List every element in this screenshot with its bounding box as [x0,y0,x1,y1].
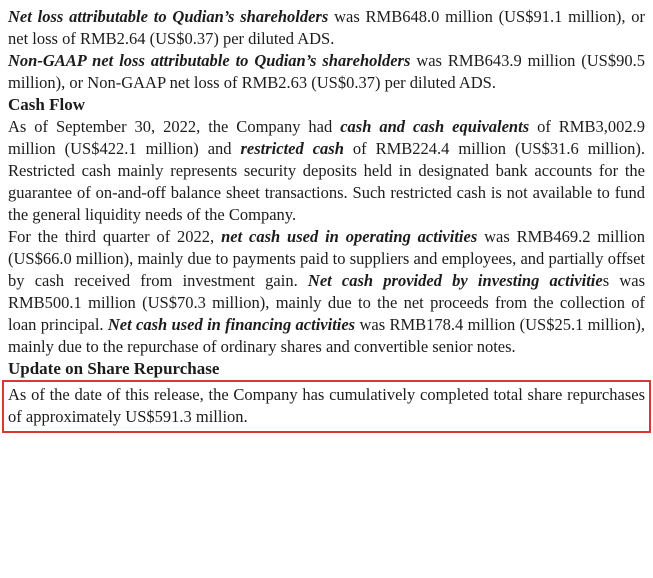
paragraph-cash-position [8,116,645,226]
term-net-cash-financing: Net cash used in financing activities [107,315,356,334]
term-net-cash-investing: Net cash provided by investing activitie [307,271,603,290]
text-run: was RMB648.0 million (US$91.1 million), or net loss of RMB2.64 (US$0.37) per diluted ADS. [8,7,645,48]
text-run: of RMB3,002.9 million (US$422.1 million) and [8,117,645,158]
heading-cash-flow: Cash Flow [8,95,85,114]
highlight-box-share-repurchase [2,380,651,433]
heading-update-on-share-repurchase: Update on Share Repurchase [8,359,220,378]
text-run: s was RMB500.1 million (US$70.3 million), mainly due to the net proceeds from the collection of loan principal. [8,271,645,334]
text-run: was RMB469.2 million (US$66.0 million), mainly due to payments paid to suppliers and employees, and partially offset by cash received from investment gain. [8,227,645,290]
term-cash-and-cash-equivalents: cash and cash equivalents [340,117,530,136]
text-run: As of the date of this release, the Company has cumulatively completed total share repurchases of approximately US$591.3 million. [8,385,645,426]
term-non-gaap-net-loss: Non-GAAP net loss attributable to Qudian’s shareholders [8,51,411,70]
term-restricted-cash: restricted cash [240,139,344,158]
paragraph-non-gaap-net-loss [8,50,645,94]
term-net-cash-operating: net cash used in operating activities [221,227,478,246]
paragraph-net-loss [8,6,645,50]
text-run: was RMB643.9 million (US$90.5 million), or Non-GAAP net loss of RMB2.63 (US$0.37) per diluted ADS. [8,51,645,92]
text-run: As of September 30, 2022, the Company had [8,117,341,136]
text-run: was RMB178.4 million (US$25.1 million), mainly due to the repurchase of ordinary shares and convertible senior notes. [8,315,645,356]
text-run: of RMB224.4 million (US$31.6 million). Restricted cash mainly represents security deposits held in designated bank accounts for the guarantee of on-and-off balance sheet transactions. Such restricted cash is not available to fund the general liquidity needs of the Company. [8,139,645,224]
paragraph-quarter-cash-flows [8,226,645,358]
text-run: For the third quarter of 2022, [8,227,222,246]
term-net-loss-attributable: Net loss attributable to Qudian’s shareholders [8,7,329,26]
paragraph-share-repurchase-total [8,384,645,428]
